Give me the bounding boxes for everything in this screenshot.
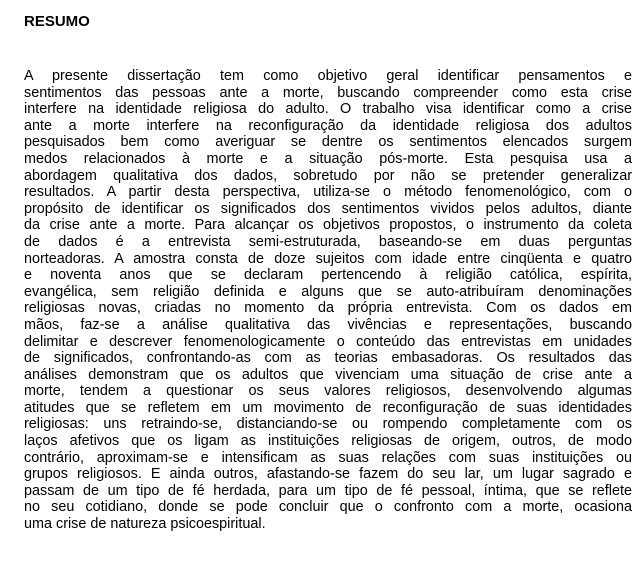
abstract-line: resultados. A partir desta perspectiva, utiliza-se o método fenomenológico, com o bbox=[24, 184, 632, 201]
abstract-line: propósito de identificar os significados dos sentimentos vividos pelos adultos, diante bbox=[24, 200, 632, 217]
abstract-line: religiosas novas, criadas no momento da própria entrevista. Com os dados em bbox=[24, 300, 632, 317]
abstract-line: morte, tendem a questionar os seus valores religiosos, desenvolvendo algumas bbox=[24, 383, 632, 400]
abstract-paragraph bbox=[24, 68, 632, 533]
abstract-line: pesquisados bem como averiguar se dentre os sentimentos elencados surgem bbox=[24, 134, 632, 151]
abstract-line: laços afetivos que os ligam as instituições religiosas de origem, outros, de modo bbox=[24, 433, 632, 450]
abstract-line: da crise ante a morte. Para alcançar os objetivos propostos, o instrumento da coleta bbox=[24, 217, 632, 234]
abstract-line: de significados, confrontando-as com as teorias embasadoras. Os resultados das bbox=[24, 350, 632, 367]
abstract-line: de dados é a entrevista semi-estruturada, baseando-se em duas perguntas bbox=[24, 233, 632, 250]
abstract-line: norteadoras. A amostra consta de doze sujeitos com idade entre cinqüenta e quatro bbox=[24, 250, 632, 267]
abstract-line: abordagem qualitativa dos dados, sobretudo por não se pretender generalizar bbox=[24, 167, 632, 184]
abstract-line: grupos religiosos. E ainda outros, afastando-se fazem do seu lar, um lugar sagrado e bbox=[24, 466, 632, 483]
abstract-line: contrário, aproximam-se e intensificam as suas relações com suas instituições ou bbox=[24, 449, 632, 466]
abstract-line: medos relacionados à morte e a situação pós-morte. Esta pesquisa usa a bbox=[24, 150, 632, 167]
abstract-line: interfere na identidade religiosa do adulto. O trabalho visa identificar como a crise bbox=[24, 101, 632, 118]
abstract-line: atitudes que se refletem em um movimento de reconfiguração de suas identidades bbox=[24, 399, 632, 416]
abstract-line: religiosas: uns retraindo-se, distanciando-se ou rompendo completamente com os bbox=[24, 416, 632, 433]
abstract-line: delimitar e descrever fenomenologicamente o conteúdo das entrevistas em unidades bbox=[24, 333, 632, 350]
abstract-line: evangélica, sem religião definida e alguns que se auto-atribuíram denominações bbox=[24, 283, 632, 300]
abstract-line: passam de um tipo de fé herdada, para um tipo de fé pessoal, íntima, que se reflete bbox=[24, 482, 632, 499]
section-heading: RESUMO bbox=[24, 13, 90, 30]
abstract-line: uma crise de natureza psicoespiritual. bbox=[24, 516, 266, 533]
abstract-line: sentimentos das pessoas ante a morte, buscando compreender como esta crise bbox=[24, 84, 632, 101]
abstract-line: análises demonstram que os adultos que vivenciam uma situação de crise ante a bbox=[24, 366, 632, 383]
abstract-line: A presente dissertação tem como objetivo geral identificar pensamentos e bbox=[24, 68, 632, 84]
abstract-line: e noventa anos que se declaram pertencendo à religião católica, espírita, bbox=[24, 267, 632, 284]
abstract-line: mãos, faz-se a análise qualitativa das vivências e representações, buscando bbox=[24, 316, 632, 333]
abstract-line: no seu cotidiano, donde se pode concluir que o confronto com a morte, ocasiona bbox=[24, 499, 632, 516]
abstract-line: ante a morte interfere na reconfiguração da identidade religiosa dos adultos bbox=[24, 117, 632, 134]
